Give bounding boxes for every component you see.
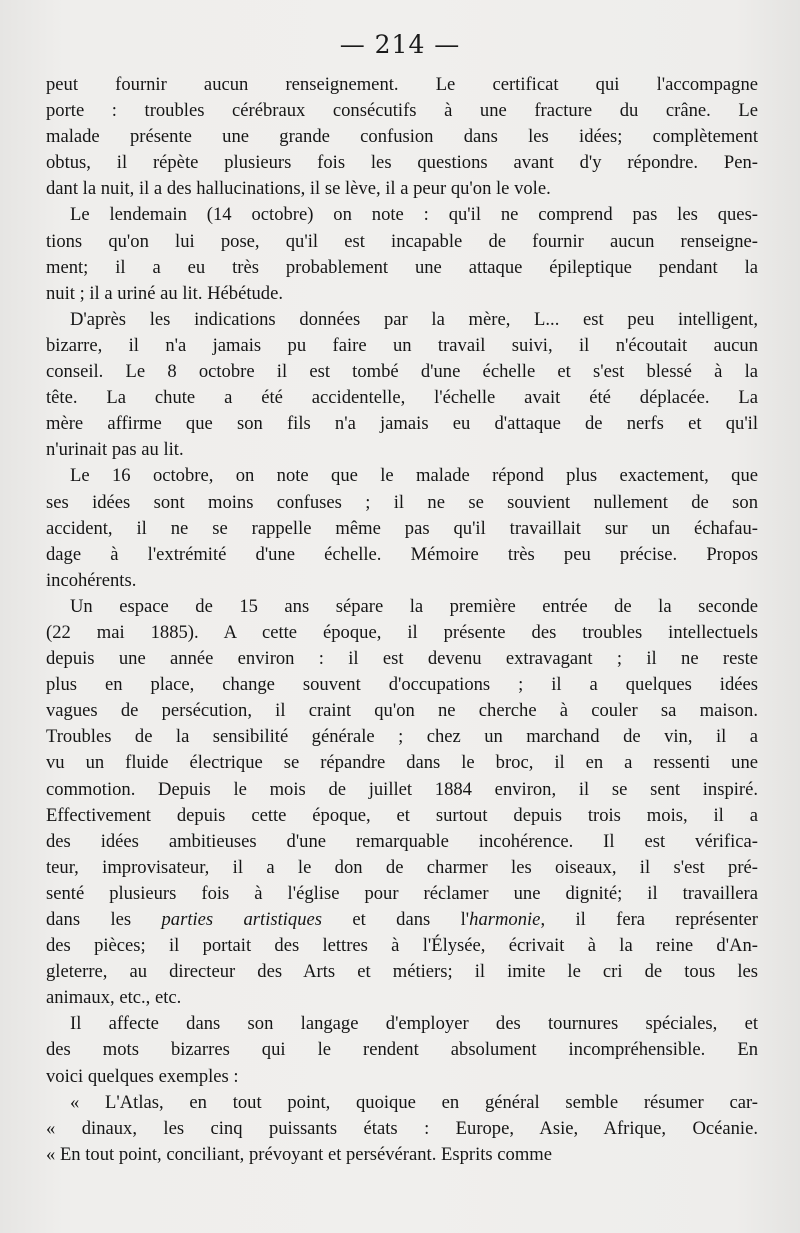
text-line: des mots bizarres qui le rendent absolument incompréhensible. En bbox=[46, 1039, 758, 1061]
text-line: conseil. Le 8 octobre il est tombé d'une échelle et s'est blessé à la bbox=[46, 361, 758, 383]
italic-text: harmonie bbox=[469, 909, 541, 930]
body-text bbox=[46, 72, 758, 1168]
text-line: plus en place, change souvent d'occupations ; il a quelques idées bbox=[46, 674, 758, 696]
text-line: ses idées sont moins confuses ; il ne se souvient nullement de son bbox=[46, 491, 758, 513]
text-line: Il affecte dans son langage d'employer des tournures spéciales, et bbox=[70, 1013, 758, 1035]
text-line: tions qu'on lui pose, qu'il est incapable de fournir aucun renseigne- bbox=[46, 230, 758, 252]
text-line: D'après les indications données par la mère, L... est peu intelligent, bbox=[70, 308, 758, 330]
text-line: teur, improvisateur, il a le don de charmer les oiseaux, il s'est pré- bbox=[46, 856, 758, 878]
paragraph bbox=[46, 1011, 758, 1089]
text-line: malade présente une grande confusion dans les idées; complètement bbox=[46, 126, 758, 148]
text-line: dant la nuit, il a des hallucinations, il se lève, il a peur qu'on le vole. bbox=[46, 178, 551, 200]
text-line: porte : troubles cérébraux consécutifs à une fracture du crâne. Le bbox=[46, 100, 758, 122]
paragraph bbox=[46, 72, 758, 202]
text-line: « dinaux, les cinq puissants états : Europe, Asie, Afrique, Océanie. bbox=[46, 1117, 758, 1139]
text-line: voici quelques exemples : bbox=[46, 1065, 239, 1087]
text-line: accident, il ne se rappelle même pas qu'il travaillait sur un échafau- bbox=[46, 517, 758, 539]
text-line: senté plusieurs fois à l'église pour réclamer une dignité; il travaillera bbox=[46, 882, 758, 904]
text-line: nuit ; il a uriné au lit. Hébétude. bbox=[46, 282, 284, 304]
text-line: Le lendemain (14 octobre) on note : qu'il ne comprend pas les ques- bbox=[70, 204, 758, 226]
text-line: gleterre, au directeur des Arts et métiers; il imite le cri de tous les bbox=[46, 961, 758, 983]
text-line: peut fournir aucun renseignement. Le certificat qui l'accompagne bbox=[46, 74, 758, 95]
text-line: dans les parties artistiques et dans l'harmonie, il fera représenter bbox=[46, 909, 758, 930]
text-line: dage à l'extrémité d'une échelle. Mémoire très peu précise. Propos bbox=[46, 543, 758, 565]
text-line: Effectivement depuis cette époque, et surtout depuis trois mois, il a bbox=[46, 804, 758, 826]
paragraph bbox=[46, 594, 758, 1012]
text-line: Le 16 octobre, on note que le malade répond plus exactement, que bbox=[70, 465, 758, 487]
text-line: vu un fluide électrique se répandre dans le broc, il en a ressenti une bbox=[46, 752, 758, 774]
text-line: commotion. Depuis le mois de juillet 1884 environ, il se sent inspiré. bbox=[46, 778, 758, 800]
paragraph bbox=[46, 1090, 758, 1168]
text-line: des idées ambitieuses d'une remarquable incohérence. Il est vérifica- bbox=[46, 830, 758, 852]
text-line: mère affirme que son fils n'a jamais eu d'attaque de nerfs et qu'il bbox=[46, 413, 758, 435]
text-line: des pièces; il portait des lettres à l'Élysée, écrivait à la reine d'An- bbox=[46, 935, 758, 957]
text-line: n'urinait pas au lit. bbox=[46, 439, 184, 461]
text-line: incohérents. bbox=[46, 569, 137, 591]
text-line: ment; il a eu très probablement une attaque épileptique pendant la bbox=[46, 256, 758, 278]
text-line: vagues de persécution, il craint qu'on ne cherche à couler sa maison. bbox=[46, 700, 758, 722]
paragraph bbox=[46, 307, 758, 464]
page-number: — 214 — bbox=[339, 30, 461, 59]
paragraph bbox=[46, 202, 758, 306]
italic-text: parties artistiques bbox=[161, 909, 323, 930]
text-line: bizarre, il n'a jamais pu faire un travail suivi, il n'écoutait aucun bbox=[46, 334, 758, 356]
text-line: depuis une année environ : il est devenu extravagant ; il ne reste bbox=[46, 648, 758, 670]
text-line: obtus, il répète plusieurs fois les questions avant d'y répondre. Pen- bbox=[46, 152, 758, 174]
text-line: « En tout point, conciliant, prévoyant et persévérant. Esprits comme bbox=[46, 1143, 553, 1165]
text-line: animaux, etc., etc. bbox=[46, 987, 182, 1009]
paragraph bbox=[46, 463, 758, 593]
text-line: Troubles de la sensibilité générale ; chez un marchand de vin, il a bbox=[46, 726, 758, 748]
text-line: « L'Atlas, en tout point, quoique en général semble résumer car- bbox=[70, 1091, 758, 1113]
text-line: tête. La chute a été accidentelle, l'échelle avait été déplacée. La bbox=[46, 387, 758, 409]
text-line: (22 mai 1885). A cette époque, il présente des troubles intellectuels bbox=[46, 621, 758, 643]
text-line: Un espace de 15 ans sépare la première entrée de la seconde bbox=[70, 595, 758, 617]
